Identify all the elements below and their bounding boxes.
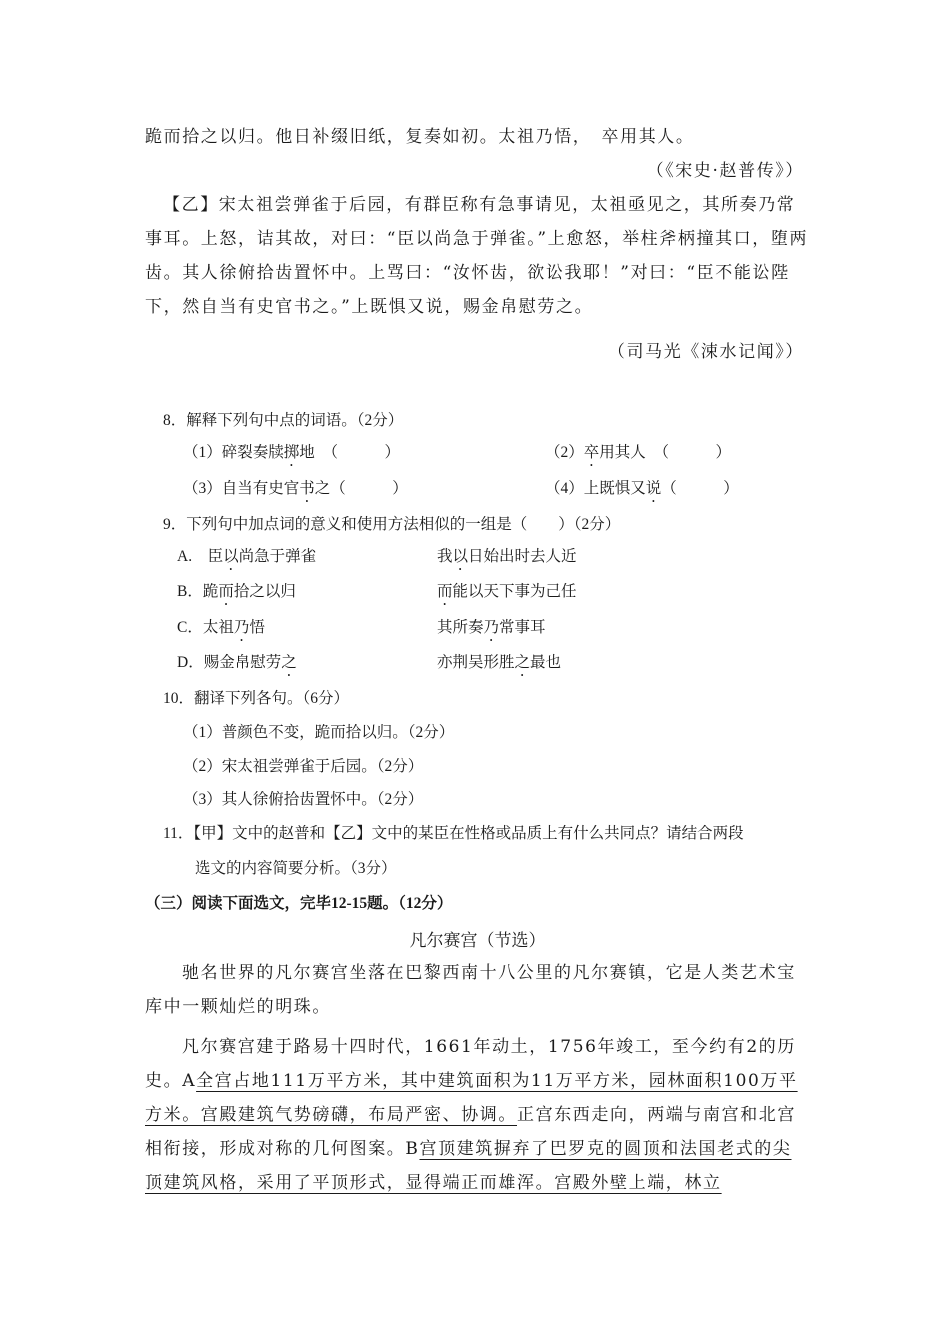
underlined-sentence-a: 全宫占地111万平方米，其中建筑面积为11万平方米，园林面积100万平方米。宫殿建筑气势磅礴，布局严密、协调。 [145, 1071, 798, 1125]
q8-item-4-text-b: （ ） [661, 480, 739, 497]
paragraph-2-intro: 凡尔赛宫建于路易十四时代，1661年动土，1756年竣工，至今约有2的历史。A [145, 1037, 796, 1091]
q9-d2-text-a: 亦荆吴形胜 [437, 654, 515, 671]
q10-item-2: （2）宋太祖尝弹雀于后园。（2分） [183, 758, 424, 775]
q9-a2-text-a: 我 [437, 548, 453, 565]
q9-a2-text-b: 日始出时去人近 [468, 548, 577, 565]
q8-item-3-text-b: 之（ ） [314, 480, 408, 497]
q8-item-2-dotted: 卒 [583, 444, 600, 461]
underlined-sentence-b: 宫顶建筑摒弃了巴罗克的圆顶和法国老式的尖顶建筑风格，采用了平顶形式，显得端正而雄浑。宫殿外壁上端，林立 [145, 1139, 792, 1193]
q8-item-4 [545, 477, 739, 506]
passage-b-source: （司马光《涑水记闻》） [607, 342, 804, 362]
q9-a-label: A. 臣 [177, 548, 224, 565]
section-3-article-title: 凡尔赛宫（节选） [409, 931, 546, 951]
q9-title: 9．下列句中加点词的意义和使用方法相似的一组是（ ）（2分） [163, 516, 621, 533]
q8-item-4-dotted: 说 [645, 480, 662, 497]
q9-b-label: B．跪 [177, 583, 219, 600]
q9-option-c [177, 616, 265, 645]
q8-item-2-text-a: （2） [545, 444, 584, 461]
section-3-heading: （三）阅读下面选文，完毕12-15题。（12分） [145, 895, 453, 912]
q9-b-rest: 拾之以归 [233, 583, 296, 600]
q9-b2-dotted: 而 [437, 583, 453, 600]
q9-a2-dotted: 以 [452, 548, 469, 565]
q9-option-a-pair [437, 545, 577, 574]
q9-d2-dotted: 之 [514, 654, 531, 671]
q9-a-dotted: 以 [223, 548, 239, 565]
q11-line-2: 选文的内容简要分析。（3分） [195, 860, 397, 877]
q8-item-1-dotted: 掷 [283, 444, 300, 461]
passage-a-last-line: 跪而拾之以归。他日补缀旧纸，复奏如初。太祖乃悟， 卒用其人。 [145, 127, 695, 147]
q9-c2-dotted: 乃 [483, 619, 500, 636]
passage-b-text: 【乙】宋太祖尝弹雀于后园，有群臣称有急事请见，太祖亟见之，其所奏乃常事耳。上怒，诘其故，对曰：“臣以尚急于弹雀。”上愈怒，举柱斧柄撞其口，堕两齿。其人徐俯拾齿置怀中。上骂曰：“汝怀齿，欲讼我耶！”对曰：“臣不能讼陛下，然自当有史官书之。”上既惧又说，赐金帛慰劳之。 [145, 195, 809, 317]
q9-option-d-pair [437, 651, 561, 680]
section-3-paragraph-2 [145, 1030, 810, 1200]
q10-item-1: （1）普颜色不变，跪而拾以归。（2分） [183, 724, 455, 741]
q8-item-3-text-a: （3）自当有史官 [183, 480, 300, 497]
q8-item-2 [545, 441, 731, 470]
q10-item-3: （3）其人徐俯拾齿置怀中。（2分） [183, 791, 424, 808]
q9-c-label: C．太祖 [177, 619, 234, 636]
q8-item-3 [183, 477, 408, 506]
q8-item-1 [183, 441, 400, 470]
q9-option-d [177, 651, 297, 680]
paragraph-2-middle: 正宫东西走向，两端与南宫和北宫相衔接，形成对称的几何图案。B [145, 1105, 796, 1159]
q9-c-dotted: 乃 [233, 619, 250, 636]
q8-item-1-text-a: （1）碎裂奏牍 [183, 444, 284, 461]
q9-option-b-pair [437, 580, 577, 609]
passage-a-source: （《宋史·赵普传》） [646, 161, 804, 181]
q9-c-rest: 悟 [249, 619, 265, 636]
section-3-paragraph-1: 驰名世界的凡尔赛宫坐落在巴黎西南十八公里的凡尔赛镇，它是人类艺术宝库中一颗灿烂的明珠。 [145, 963, 796, 1017]
q9-b-dotted: 而 [218, 583, 234, 600]
q8-item-3-dotted: 书 [299, 480, 315, 497]
q8-item-1-text-b: 地 （ ） [299, 444, 401, 461]
q10-title: 10．翻译下列各句。（6分） [163, 690, 350, 707]
q9-option-a [177, 545, 316, 574]
q9-b2-text-b: 能以天下事为己任 [452, 583, 577, 600]
q9-d-dotted: 之 [281, 654, 297, 671]
q8-item-2-text-b: 用其人 （ ） [599, 444, 732, 461]
q9-option-b [177, 580, 296, 609]
q9-a-rest: 尚急于弹雀 [238, 548, 317, 565]
q9-c2-text-b: 常事耳 [499, 619, 546, 636]
q8-title: 8．解释下列句中点的词语。（2分） [163, 412, 404, 429]
q9-d-label: D．赐金帛慰劳 [177, 654, 282, 671]
q8-item-4-text-a: （4）上既惧又 [545, 480, 646, 497]
q9-c2-text-a: 其所奏 [437, 619, 484, 636]
q9-option-c-pair [437, 616, 546, 645]
q9-d2-text-b: 最也 [530, 654, 562, 671]
q11-line-1: 11．【甲】文中的赵普和【乙】文中的某臣在性格或品质上有什么共同点？请结合两段 [163, 825, 744, 842]
